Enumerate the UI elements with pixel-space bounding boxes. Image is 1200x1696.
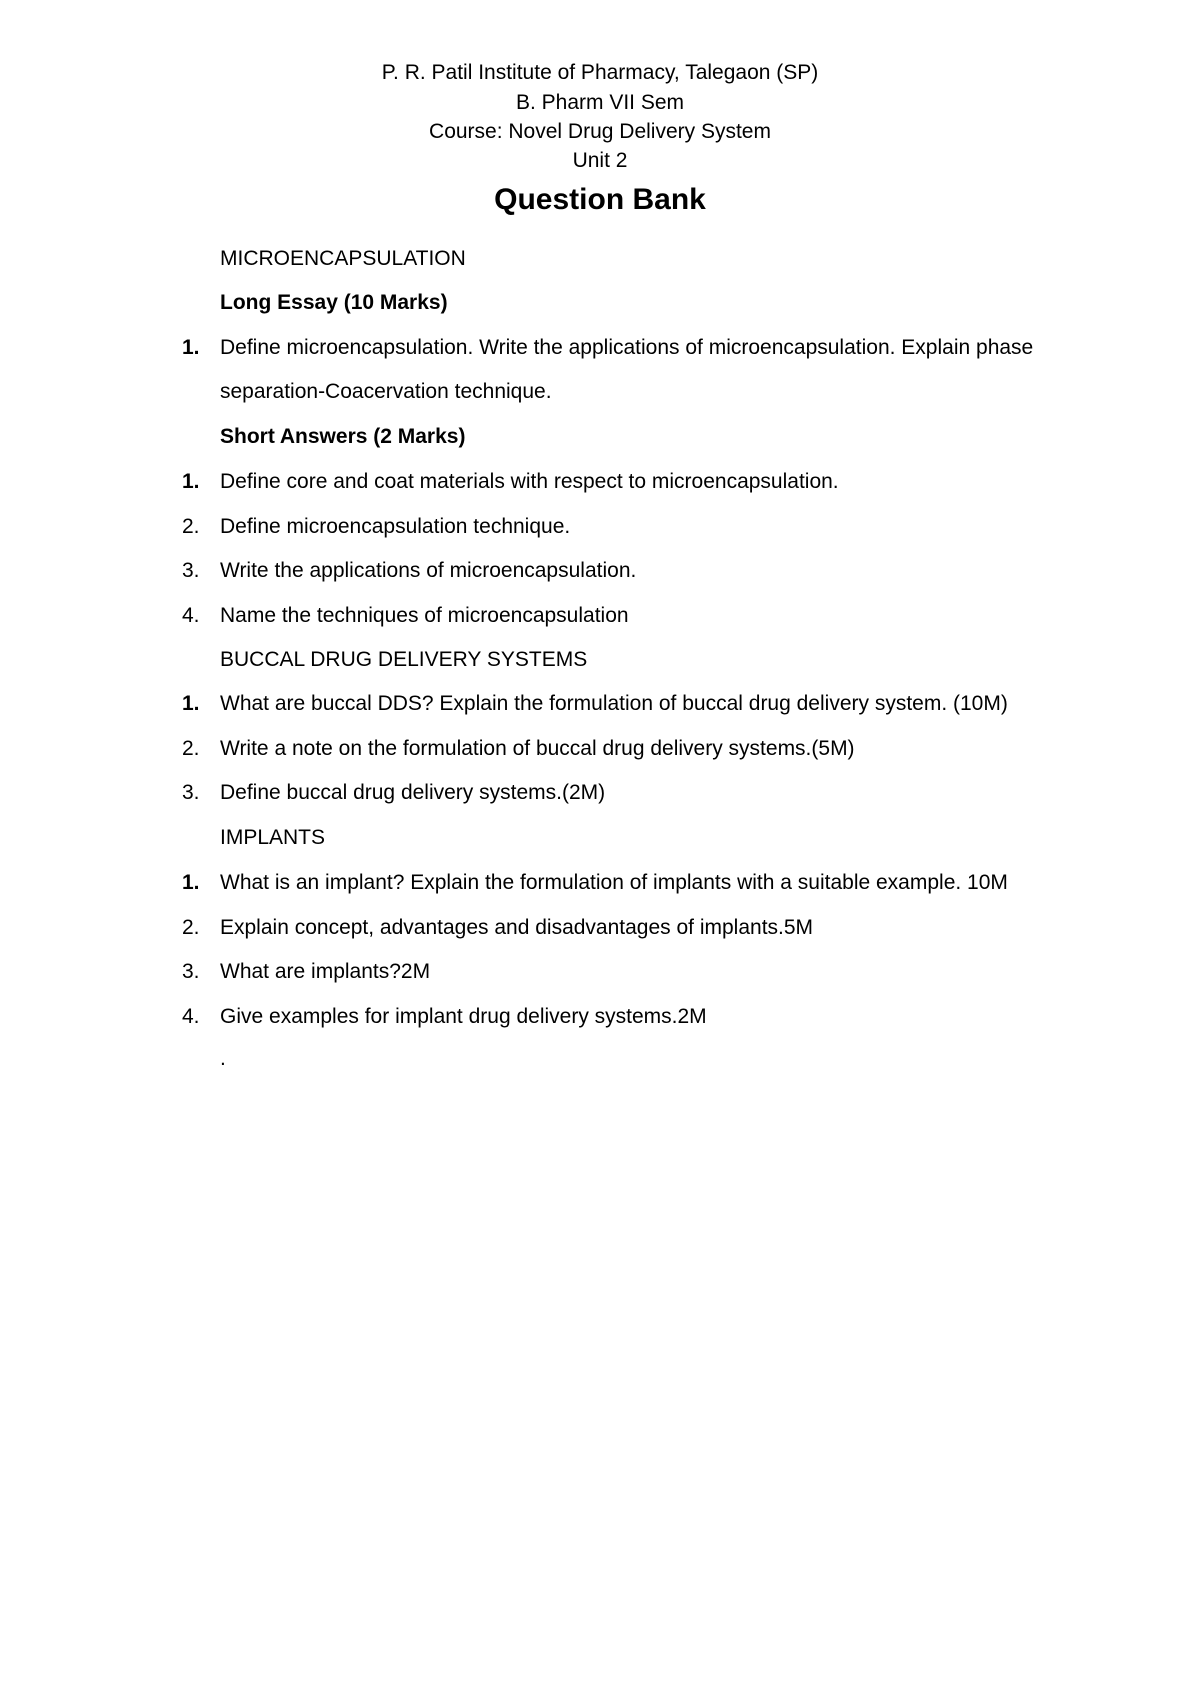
institute-name: P. R. Patil Institute of Pharmacy, Talegaon (SP) [381,61,819,84]
list-number: 2. [182,737,200,760]
list-number: 4. [182,1005,200,1028]
short-answers-heading: Short Answers (2 Marks) [220,425,466,448]
list-number: 3. [182,960,200,983]
list-number: 3. [182,559,200,582]
page-title: Question Bank [494,183,706,216]
question-text-continued: separation-Coacervation technique. [220,380,552,403]
list-number: 4. [182,604,200,627]
question-text: Write a note on the formulation of buccal drug delivery systems.(5M) [220,737,855,760]
question-text: Write the applications of microencapsulation. [220,559,637,582]
list-number: 1. [182,871,200,894]
question-text: Give examples for implant drug delivery systems.2M [220,1005,707,1028]
question-text: Define microencapsulation technique. [220,515,571,538]
question-text: Define microencapsulation. Write the applications of microencapsulation. Explain phase [220,336,1034,359]
section-heading-buccal: BUCCAL DRUG DELIVERY SYSTEMS [220,648,588,671]
question-text: What is an implant? Explain the formulation of implants with a suitable example. 10M [220,871,1008,894]
question-text: Explain concept, advantages and disadvantages of implants.5M [220,916,814,939]
list-number: 1. [182,470,200,493]
section-heading-microencapsulation: MICROENCAPSULATION [220,247,466,270]
question-text: Define core and coat materials with respect to microencapsulation. [220,470,839,493]
long-essay-heading: Long Essay (10 Marks) [220,291,448,314]
list-number: 2. [182,515,200,538]
question-text: What are implants?2M [220,960,431,983]
trailing-period: . [220,1047,226,1070]
question-text: What are buccal DDS? Explain the formulation of buccal drug delivery system. (10M) [220,692,1008,715]
program-label: B. Pharm VII Sem [515,91,685,114]
list-number: 1. [182,692,200,715]
question-text: Name the techniques of microencapsulation [220,604,629,627]
question-text: Define buccal drug delivery systems.(2M) [220,781,606,804]
course-label: Course: Novel Drug Delivery System [429,120,771,143]
section-heading-implants: IMPLANTS [220,826,326,849]
list-number: 1. [182,336,200,359]
list-number: 2. [182,916,200,939]
unit-label: Unit 2 [572,149,628,172]
list-number: 3. [182,781,200,804]
